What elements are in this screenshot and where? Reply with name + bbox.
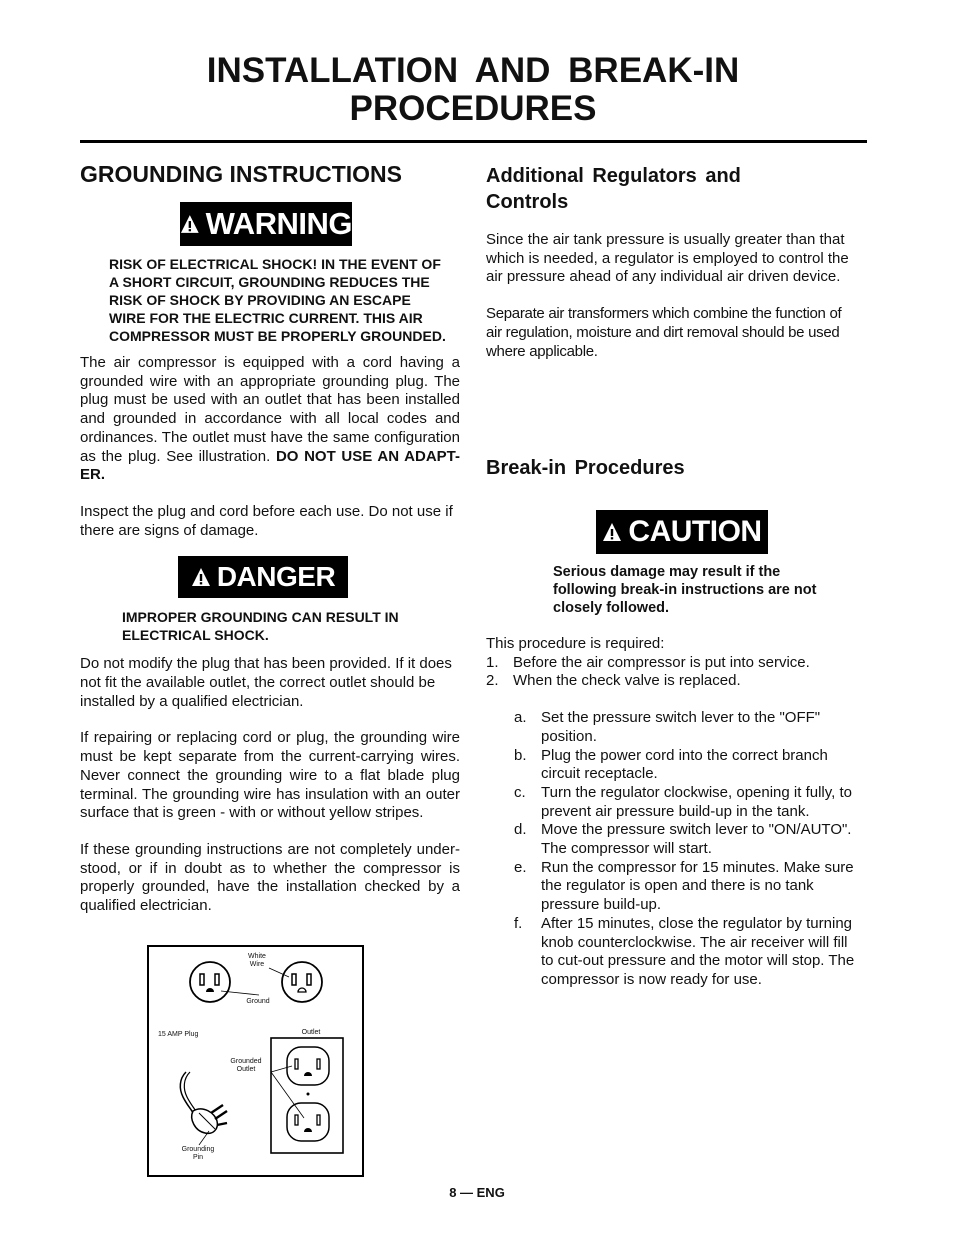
page-title-line2: PROCEDURES (349, 89, 597, 128)
grounding-para-modify: Do not modify the plug that has been provided. If it does not fit the available outlet, the correct outlet should be installed by a qualified electrician. (80, 655, 452, 710)
grounding-heading: GROUNDING INSTRUCTIONS (80, 161, 402, 187)
list-item-marker: e. (514, 858, 527, 876)
label-grounded-outlet: Grounded Outlet (230, 1058, 262, 1073)
regulators-para-transformers: Separate air transformers which combine the function of air regulation, moisture and dirt removal should be used where applicable. (486, 305, 842, 360)
grounding-para-plug-bold: DO NOT USE AN ADAPT-ER. (80, 447, 460, 484)
grounding-para-inspect: Inspect the plug and cord before each use. Do not use if there are signs of damage. (80, 502, 453, 539)
label-grounding-pin: Grounding Pin (181, 1146, 215, 1161)
list-item-text: Set the pressure switch lever to the "OFF" position. (541, 709, 821, 745)
grounding-para-doubt: If these grounding instructions are not completely under-stood, or if in doubt as to whether the compressor is properly grounded, have the installation checked by a qualified electrician. (80, 840, 460, 915)
three-prong-plug-icon (180, 1072, 227, 1133)
caution-text: Serious damage may result if the following break-in instructions are not closely followed. (553, 564, 817, 616)
label-white-wire: White Wire (248, 953, 266, 968)
caution-badge-label: CAUTION (628, 515, 762, 548)
list-item-text: Before the air compressor is put into service. (513, 653, 810, 671)
label-15-amp-plug: 15 AMP Plug (158, 1031, 199, 1038)
list-item (514, 915, 860, 990)
page-footer: 8 — ENG (449, 1185, 505, 1200)
list-item (514, 821, 860, 858)
list-item (514, 709, 860, 746)
grounding-para-repair: If repairing or replacing cord or plug, the grounding wire must be kept separate from the current-carrying wires. Never connect the grounding wire to a flat blade plug terminal. The grounding wire has insulation with an outer surface that is green - with or without yellow stripes. (80, 729, 460, 822)
danger-badge-label: DANGER (216, 561, 336, 593)
list-item-marker: c. (514, 783, 526, 801)
danger-badge (178, 556, 348, 598)
caution-badge (596, 510, 768, 554)
list-item-text: Run the compressor for 15 minutes. Make sure the regulator is open and there is no tank pressure build-up. (541, 858, 854, 914)
breakin-intro: This procedure is required: (486, 635, 665, 652)
danger-text: IMPROPER GROUNDING CAN RESULT IN ELECTRICAL SHOCK. (122, 609, 399, 644)
list-item (514, 859, 860, 915)
breakin-steps-list (514, 709, 860, 990)
regulators-section (486, 163, 860, 361)
grounding-section (80, 160, 460, 916)
breakin-section (486, 455, 860, 990)
outlet-face-icon (190, 962, 230, 1002)
page-title (80, 52, 866, 128)
list-item (514, 747, 860, 784)
title-rule (80, 140, 867, 143)
label-outlet: Outlet (301, 1029, 321, 1036)
breakin-heading: Break-in Procedures (486, 457, 685, 479)
list-item-marker: a. (514, 709, 527, 727)
list-item-text: Plug the power cord into the correct branch circuit receptacle. (541, 746, 828, 783)
warning-triangle-icon (180, 214, 200, 234)
page-title-line1: INSTALLATION AND BREAK-IN (206, 51, 740, 90)
list-item-text: When the check valve is replaced. (513, 672, 741, 690)
list-item-marker: 1. (486, 653, 499, 671)
wall-outlet-icon (271, 1038, 343, 1153)
grounding-para-plug (80, 354, 460, 485)
danger-triangle-icon (191, 567, 211, 587)
grounding-illustration (147, 945, 364, 1177)
caution-triangle-icon (602, 522, 622, 542)
warning-text: RISK OF ELECTRICAL SHOCK! IN THE EVENT OF A SHORT CIRCUIT, GROUNDING REDUCES THE RISK OF SHOCK BY PROVIDING AN ESCAPE WIRE FOR THE ELECTRIC CURRENT. THIS AIR COMPRESSOR MUST BE PROPERLY GROUNDED. (109, 256, 446, 344)
label-ground: Ground (246, 998, 270, 1005)
breakin-required-list (486, 654, 860, 691)
list-item-text: After 15 minutes, close the regulator by turning knob counterclockwise. The air receiver will fill to cut-out pressure and the motor will stop. The compressor is now ready for use. (541, 914, 855, 988)
list-item-text: Move the pressure switch lever to "ON/AUTO". The compressor will start. (541, 821, 852, 858)
list-item (514, 784, 860, 821)
warning-badge (180, 202, 352, 246)
list-item-marker: b. (514, 746, 527, 764)
outlet-face-wiring-icon (282, 962, 322, 1002)
warning-badge-label: WARNING (205, 206, 352, 241)
regulators-heading: Additional Regulators and Controls (486, 165, 741, 213)
list-item (486, 672, 860, 691)
list-item-marker: 2. (486, 672, 499, 690)
grounding-para-plug-text: The air compressor is equipped with a cord having a grounded wire with an appropriate grounding plug. The plug must be used with an outlet that has been installed and grounded in accordance with all local codes and ordinances. The outlet must have the same configuration as the plug. See illustration. (80, 354, 460, 465)
list-item-marker: f. (514, 914, 523, 932)
list-item-text: Turn the regulator clockwise, opening it fully, to prevent air pressure build-up in the tank. (541, 783, 852, 820)
list-item (486, 654, 860, 673)
list-item-marker: d. (514, 821, 527, 839)
regulators-para-pressure: Since the air tank pressure is usually greater than that which is needed, a regulator is employed to control the air pressure ahead of any individual air driven device. (486, 231, 849, 286)
